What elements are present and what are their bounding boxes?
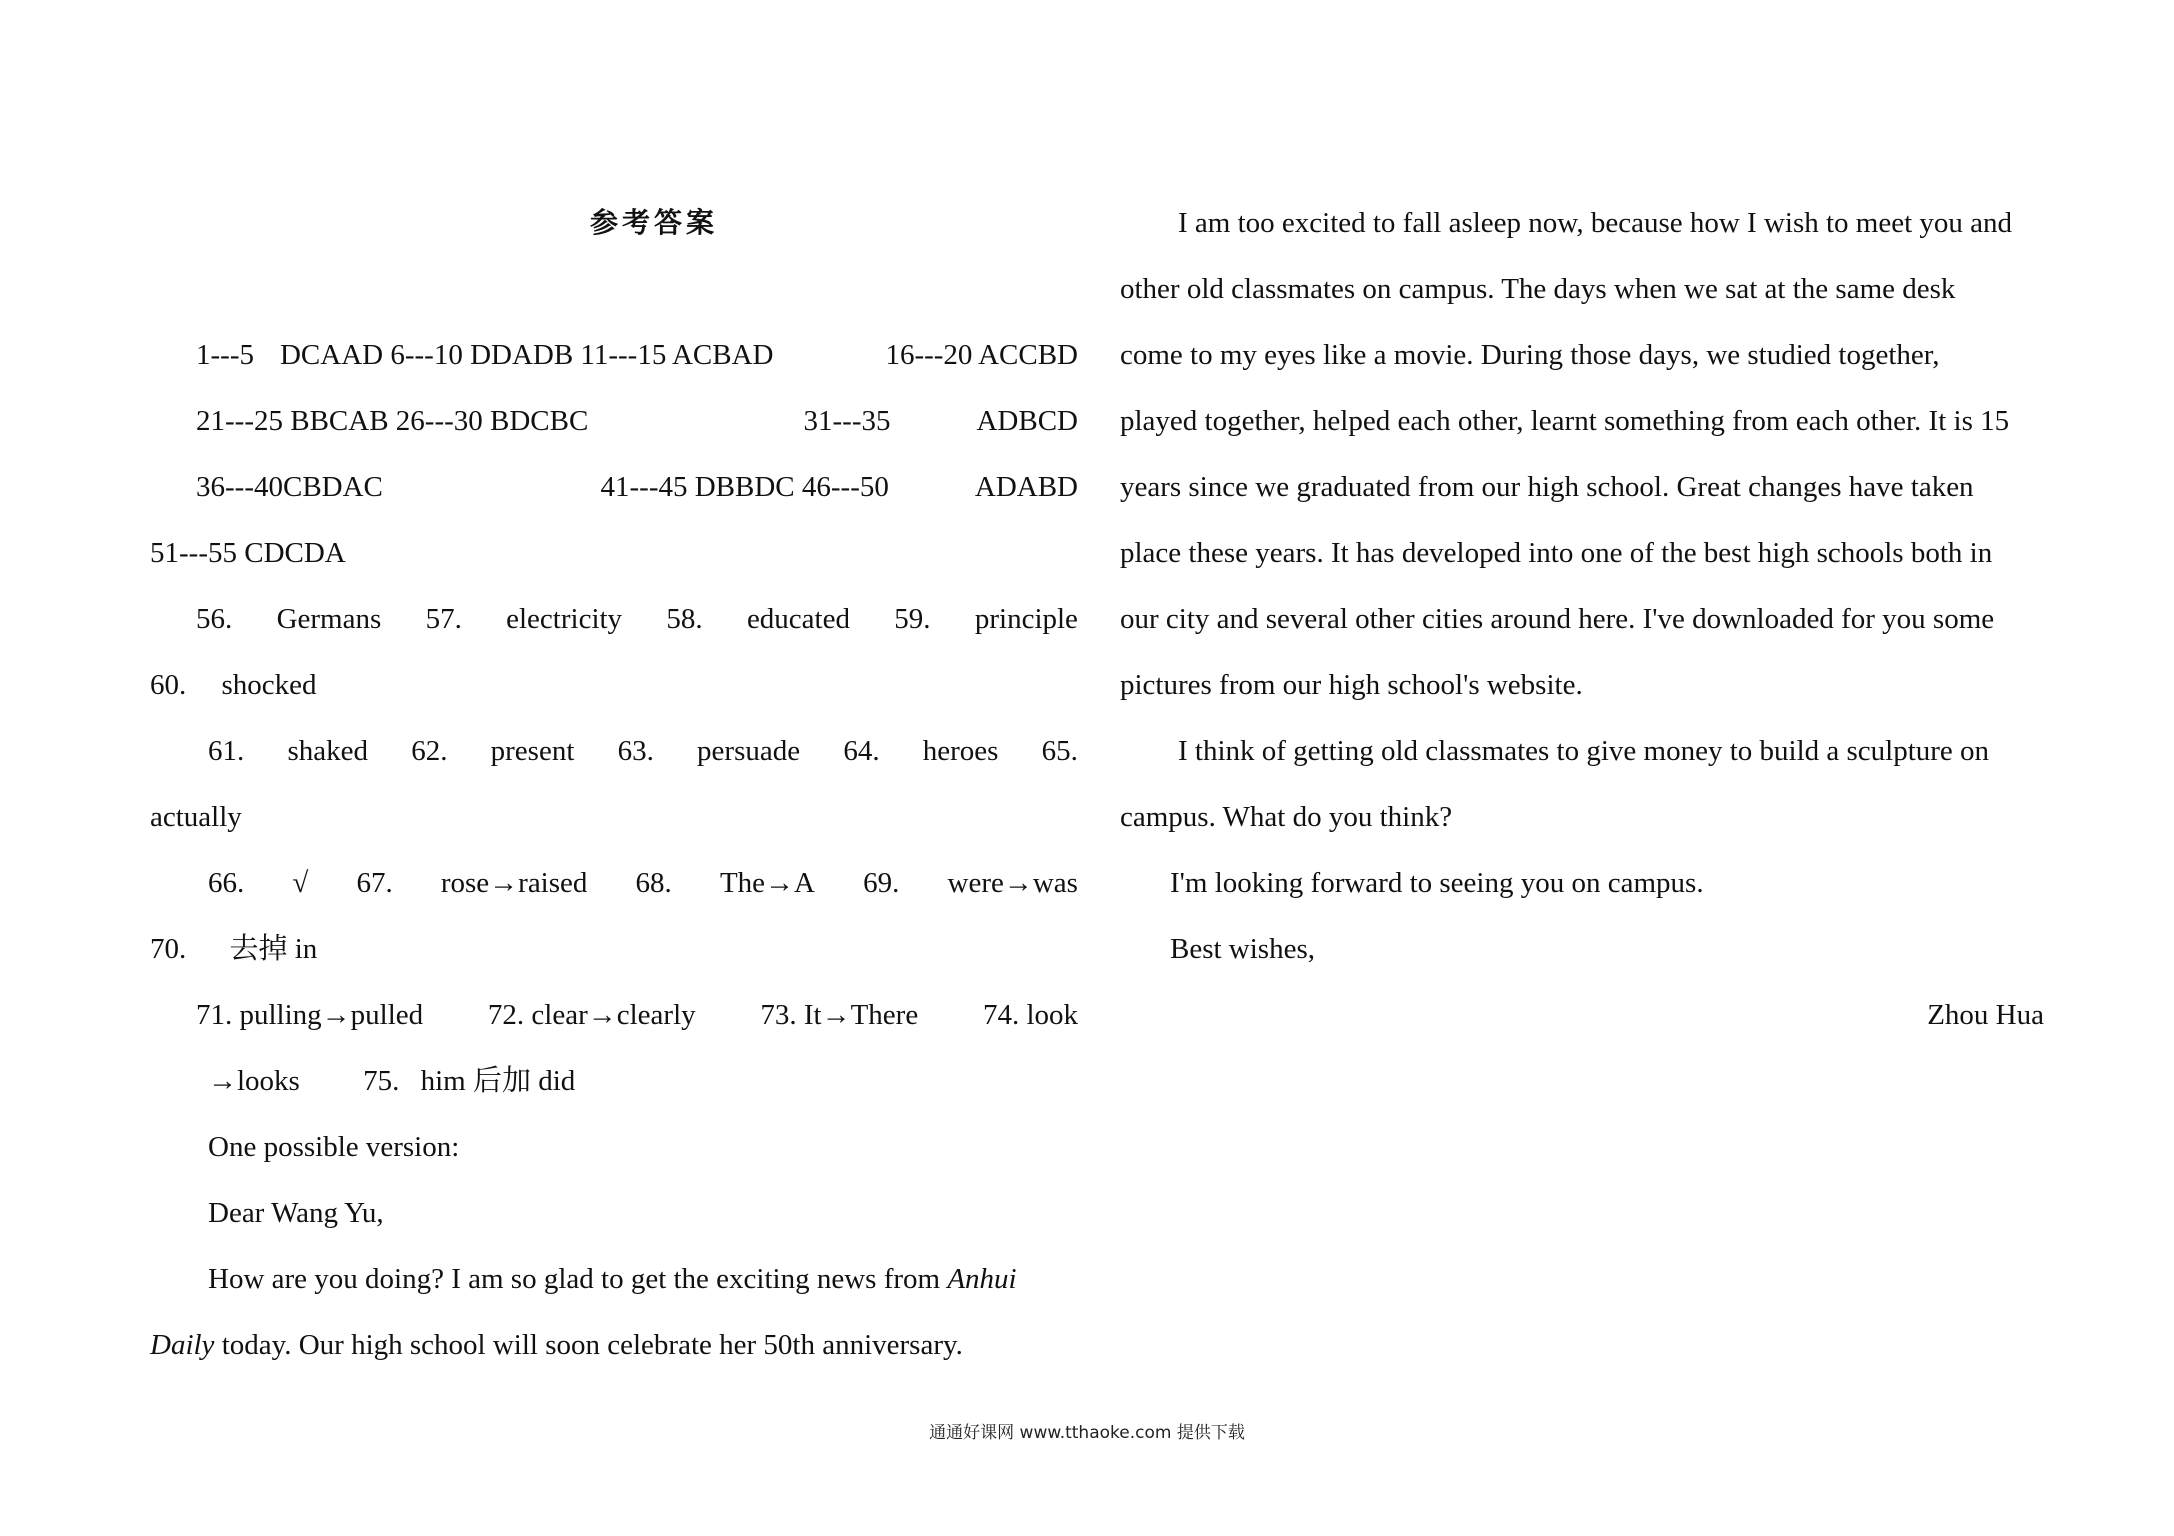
answer-row-12	[150, 1048, 1078, 1114]
right-column	[1120, 190, 2044, 1048]
answer-row-7	[150, 718, 1078, 784]
answer-text: him 后加 did	[420, 1065, 576, 1097]
answer-text: 31---35	[803, 405, 891, 437]
letter-greeting: Dear Wang Yu,	[208, 1197, 384, 1229]
item-number: 62.	[411, 735, 448, 767]
footer-source: 通通好课网 www.tthaoke.com 提供下载	[929, 1423, 1245, 1443]
answer-text: 16---20 ACCBD	[885, 339, 1078, 371]
letter-text: today. Our high school will soon celebrate her 50th anniversary.	[221, 1329, 963, 1361]
answer-text: √	[292, 867, 309, 899]
answer-text: Germans	[276, 603, 382, 635]
letter-paragraph-3-line-1: I think of getting old classmates to give money to build a sculpture on	[1178, 735, 1990, 767]
answer-row-8: actually	[150, 801, 242, 833]
letter-closing: Best wishes,	[1170, 933, 1315, 965]
item-number: 61.	[208, 735, 245, 767]
letter-paragraph-3-line-2: campus. What do you think?	[1120, 801, 1453, 833]
answer-row-3	[150, 454, 1078, 520]
page-title: 参考答案	[589, 206, 718, 239]
left-column	[150, 190, 1078, 1378]
item-number: 65.	[1041, 735, 1078, 767]
letter-line: place these years. It has developed into one of the best high schools both in	[1120, 537, 1993, 569]
answer-text: 36---40CBDAC	[196, 471, 383, 503]
letter-line: pictures from our high school's website.	[1120, 669, 1583, 701]
item-number: 69.	[863, 867, 900, 899]
answer-text: heroes	[922, 735, 999, 767]
letter-line: other old classmates on campus. The days when we sat at the same desk	[1120, 273, 1956, 305]
letter-line: I am too excited to fall asleep now, because how I wish to meet you and	[1178, 207, 2013, 239]
answer-row-11	[150, 982, 1078, 1048]
answer-text: educated	[746, 603, 850, 635]
item-number: 57.	[425, 603, 462, 635]
letter-paragraph-2	[1120, 190, 2044, 718]
item-number: 63.	[617, 735, 654, 767]
letter-text: How are you doing? I am so glad to get the exciting news from	[208, 1263, 941, 1295]
answer-row-10	[150, 916, 1078, 982]
answer-row-2	[150, 388, 1078, 454]
answer-text: The→A	[719, 867, 815, 899]
answer-text: 21---25 BBCAB 26---30 BDCBC	[196, 405, 589, 437]
answer-text: ADBCD	[976, 405, 1078, 437]
item-number: 58.	[666, 603, 703, 635]
answer-text: principle	[974, 603, 1078, 635]
item-number: 56.	[196, 603, 233, 635]
item-number: 60.	[150, 669, 187, 701]
answer-text: 74. look	[982, 999, 1078, 1031]
item-number: 66.	[208, 867, 245, 899]
letter-line: come to my eyes like a movie. During those days, we studied together,	[1120, 339, 1940, 371]
answer-text: 73. It→There	[760, 999, 919, 1031]
answer-row-6	[150, 652, 1078, 718]
answer-text: DCAAD 6---10 DDADB 11---15 ACBAD	[279, 339, 774, 371]
newspaper-name: Daily	[150, 1329, 215, 1361]
answer-text: →looks	[208, 1065, 300, 1097]
answer-row-9	[150, 850, 1078, 916]
letter-paragraph-1-line-2	[150, 1312, 1078, 1378]
answer-text: persuade	[697, 735, 801, 767]
answer-text: rose→raised	[440, 867, 588, 899]
answer-row-1	[150, 322, 1078, 388]
newspaper-name: Anhui	[947, 1263, 1017, 1295]
item-number: 59.	[894, 603, 931, 635]
answer-text: 1---5	[196, 339, 254, 371]
answer-text: 41---45 DBBDC 46---50	[600, 471, 889, 503]
letter-paragraph-1-line-1	[150, 1246, 1078, 1312]
answer-text: present	[490, 735, 575, 767]
answer-text: 去掉 in	[229, 933, 318, 965]
answer-row-5	[150, 586, 1078, 652]
answer-text: electricity	[506, 603, 623, 635]
answer-row-4: 51---55 CDCDA	[150, 537, 346, 569]
answer-text: 72. clear→clearly	[487, 999, 696, 1031]
item-number: 64.	[843, 735, 880, 767]
letter-signature: Zhou Hua	[1927, 999, 2044, 1031]
letter-paragraph-4: I'm looking forward to seeing you on campus.	[1170, 867, 1704, 899]
answer-text: 71. pulling→pulled	[196, 999, 424, 1031]
item-number: 70.	[150, 933, 187, 965]
answer-text: shocked	[221, 669, 317, 701]
version-label: One possible version:	[208, 1131, 460, 1163]
answer-text: were→was	[947, 867, 1078, 899]
letter-line: years since we graduated from our high school. Great changes have taken	[1120, 471, 1974, 503]
letter-line: our city and several other cities around here. I've downloaded for you some	[1120, 603, 1995, 635]
letter-line: played together, helped each other, learnt something from each other. It is 15	[1120, 405, 2010, 437]
answer-text: shaked	[287, 735, 368, 767]
item-number: 68.	[635, 867, 672, 899]
item-number: 67.	[356, 867, 393, 899]
item-number: 75.	[363, 1065, 400, 1097]
answer-text: ADABD	[974, 471, 1078, 503]
